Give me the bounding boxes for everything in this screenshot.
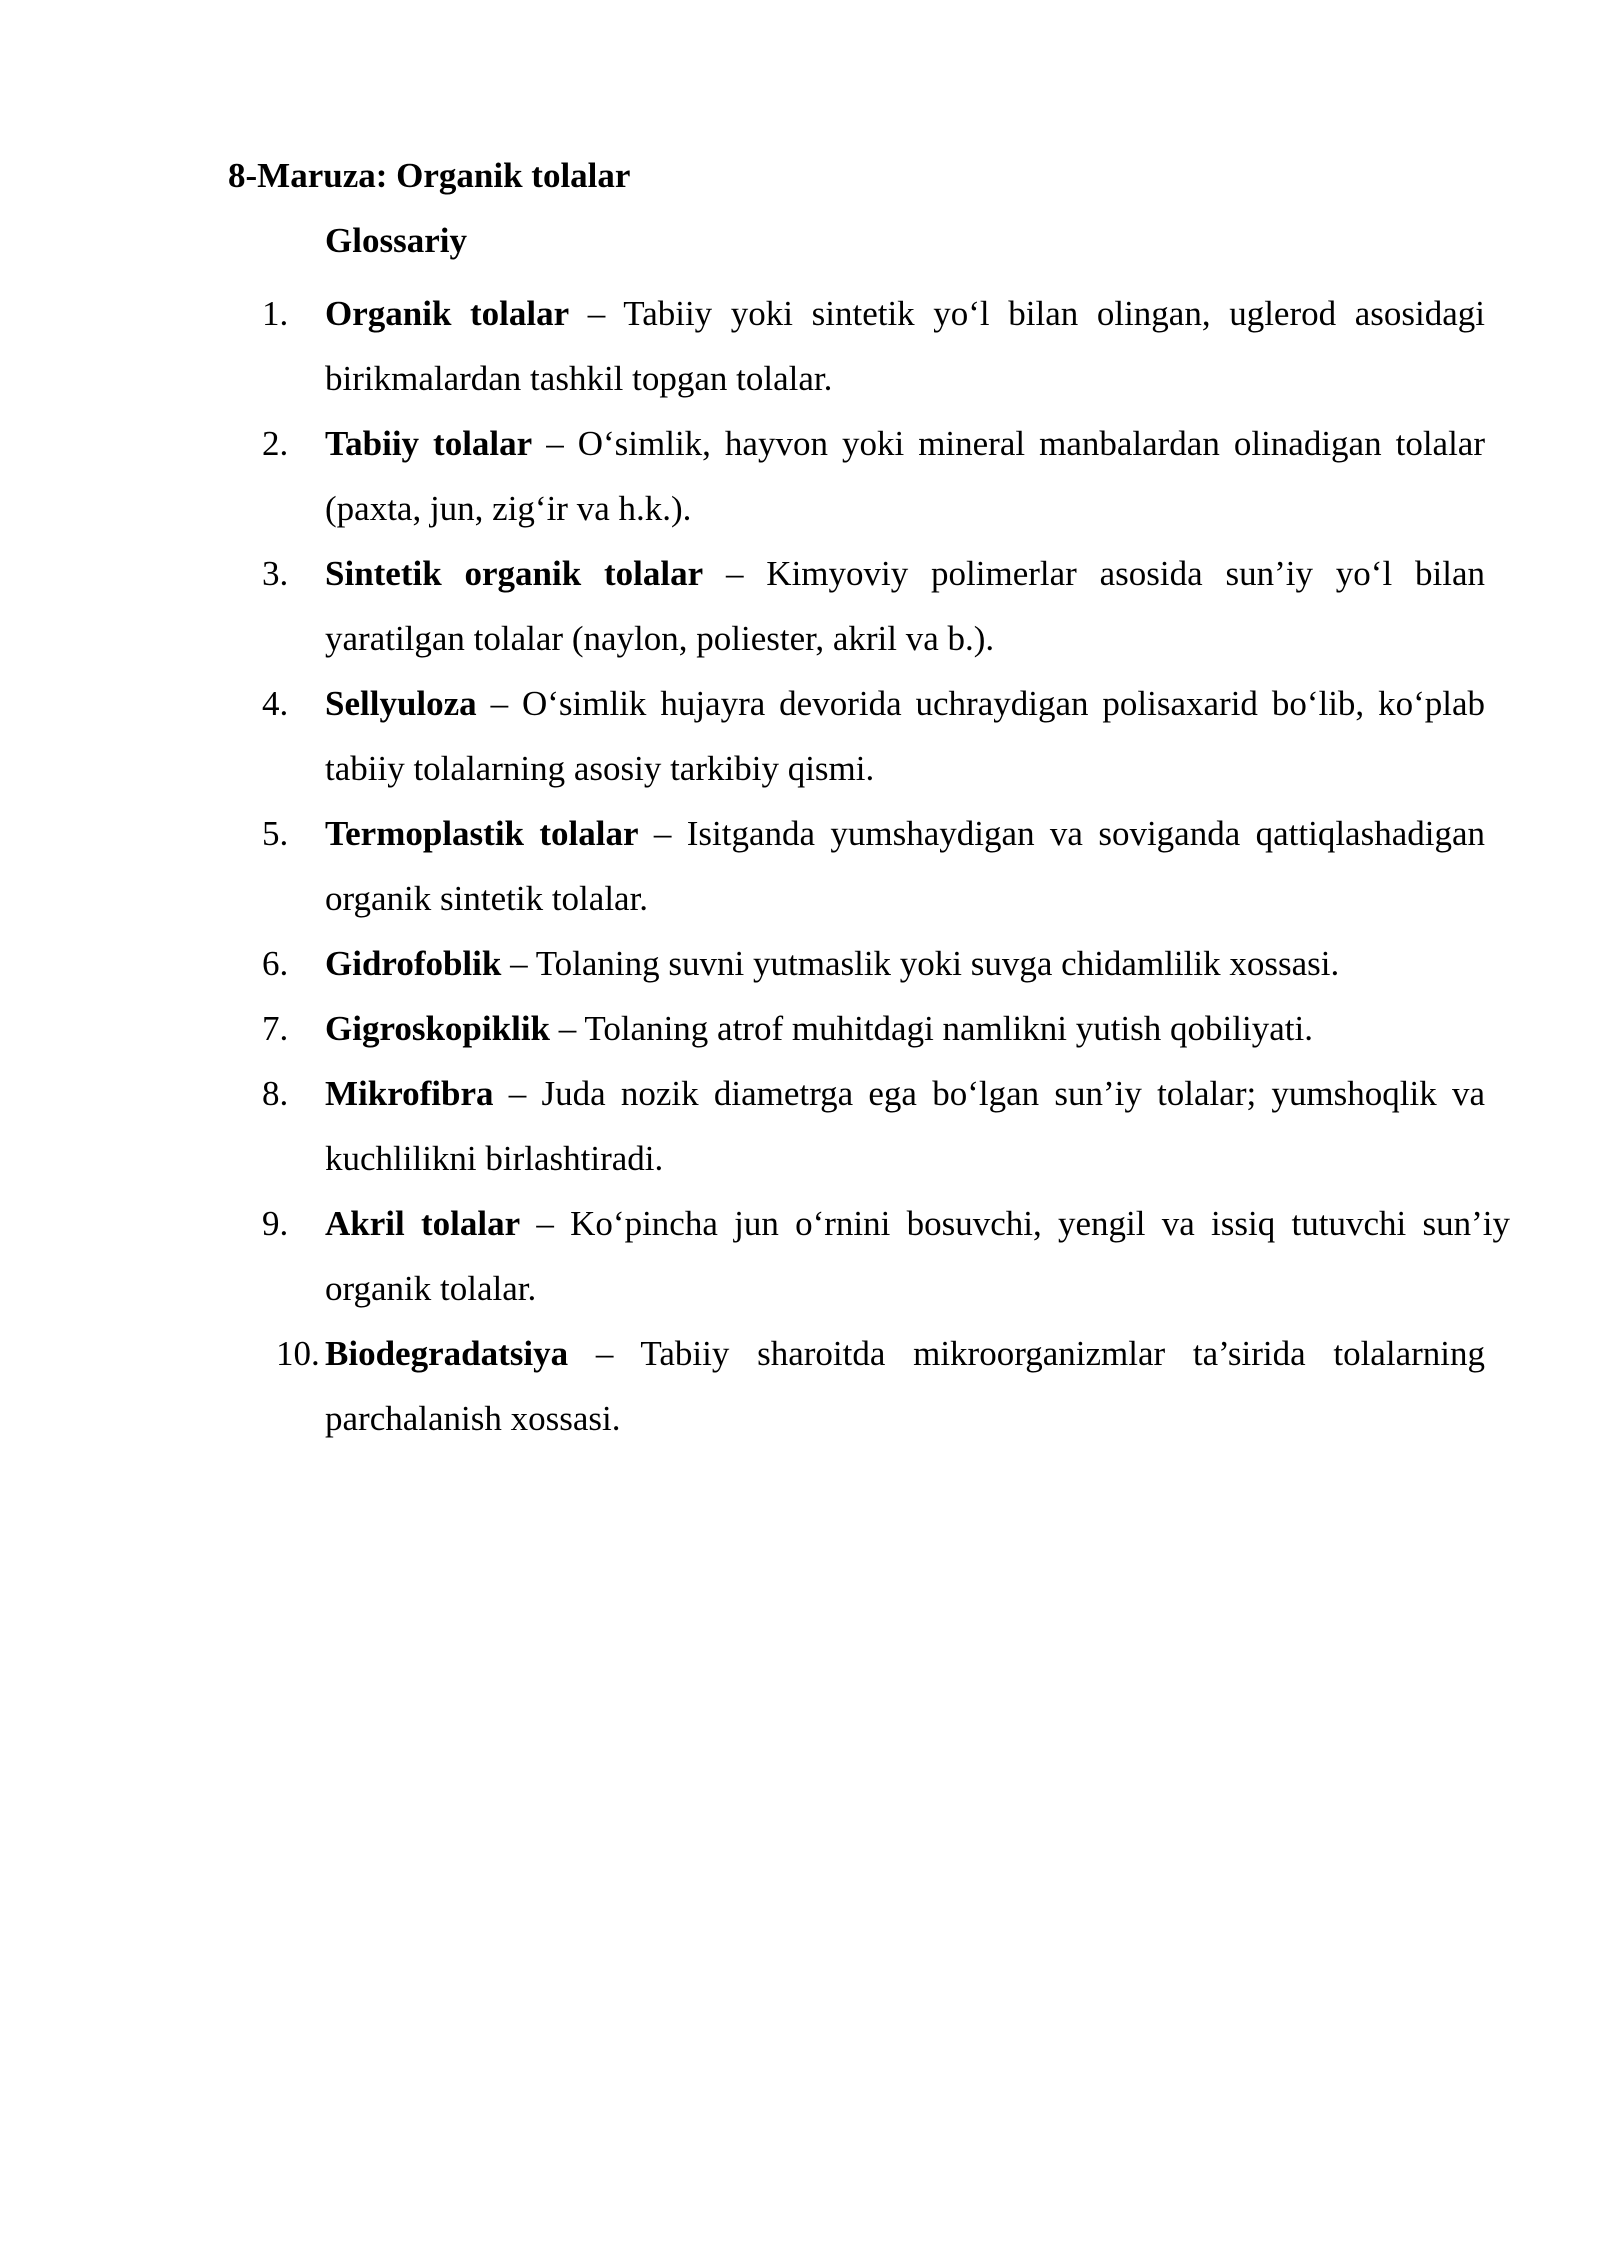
item-number: 6. xyxy=(262,944,289,983)
item-text xyxy=(325,541,1485,671)
item-text xyxy=(325,1321,1485,1451)
item-number: 5. xyxy=(262,814,289,853)
glossary-item xyxy=(0,931,1485,996)
item-text xyxy=(325,411,1485,541)
item-number: 1. xyxy=(262,294,289,333)
item-term: Gidrofoblik xyxy=(325,944,502,983)
glossary-item xyxy=(0,671,1485,801)
item-definition: – O‘simlik hujayra devorida uchraydigan polisaxarid bo‘lib, ko‘plab tabiiy tolalarning asosiy tarkibiy qismi. xyxy=(325,684,1485,788)
item-definition: – Tabiiy yoki sintetik yo‘l bilan olingan, uglerod asosidagi birikmalardan tashkil topgan tolalar. xyxy=(325,294,1485,398)
item-number: 4. xyxy=(262,684,289,723)
item-text xyxy=(325,931,1485,996)
glossary-item xyxy=(0,801,1485,931)
item-term: Termoplastik tolalar xyxy=(325,814,639,853)
item-term: Akril tolalar xyxy=(325,1204,521,1243)
item-definition: – Kimyoviy polimerlar asosida sun’iy yo‘l bilan yaratilgan tolalar (naylon, poliester, akril va b.). xyxy=(325,554,1485,658)
item-term: Mikrofibra xyxy=(325,1074,494,1113)
glossary-item xyxy=(0,411,1485,541)
item-definition: – O‘simlik, hayvon yoki mineral manbalardan olinadigan tolalar (paxta, jun, zig‘ir va h.k.). xyxy=(325,424,1485,528)
glossary-item xyxy=(0,281,1485,411)
glossary-heading: Glossariy xyxy=(325,221,467,260)
item-text xyxy=(325,1191,1510,1321)
item-number: 2. xyxy=(262,424,289,463)
glossary-list xyxy=(0,281,1600,1451)
item-definition: – Tolaning atrof muhitdagi namlikni yutish qobiliyati. xyxy=(550,1009,1313,1048)
item-text xyxy=(325,801,1485,931)
glossary-item xyxy=(0,1321,1485,1451)
glossary-item xyxy=(0,541,1485,671)
item-text xyxy=(325,1061,1485,1191)
item-term: Tabiiy tolalar xyxy=(325,424,533,463)
item-number: 3. xyxy=(262,554,289,593)
item-term: Sintetik organik tolalar xyxy=(325,554,704,593)
item-definition: – Tolaning suvni yutmaslik yoki suvga chidamlilik xossasi. xyxy=(501,944,1340,983)
item-number: 9. xyxy=(262,1204,289,1243)
item-number: 8. xyxy=(262,1074,289,1113)
item-definition: – Ko‘pincha jun o‘rnini bosuvchi, yengil va issiq tutuvchi sun’iy organik tolalar. xyxy=(325,1204,1510,1308)
item-term: Gigroskopiklik xyxy=(325,1009,551,1048)
item-definition: – Juda nozik diametrga ega bo‘lgan sun’iy tolalar; yumshoqlik va kuchlilikni birlashtiradi. xyxy=(325,1074,1485,1178)
item-definition: – Tabiiy sharoitda mikroorganizmlar ta’sirida tolalarning parchalanish xossasi. xyxy=(325,1334,1485,1438)
lecture-title: 8-Maruza: Organik tolalar xyxy=(228,156,631,195)
item-term: Biodegradatsiya xyxy=(325,1334,569,1373)
item-term: Organik tolalar xyxy=(325,294,570,333)
glossary-item xyxy=(0,1191,1510,1321)
item-definition: – Isitganda yumshaydigan va soviganda qattiqlashadigan organik sintetik tolalar. xyxy=(325,814,1486,918)
item-number: 7. xyxy=(262,1009,289,1048)
item-text xyxy=(325,671,1485,801)
item-number: 10. xyxy=(276,1334,320,1373)
item-text xyxy=(325,281,1485,411)
glossary-item xyxy=(0,1061,1485,1191)
item-term: Sellyuloza xyxy=(325,684,477,723)
glossary-item xyxy=(0,996,1485,1061)
item-text xyxy=(325,996,1485,1061)
